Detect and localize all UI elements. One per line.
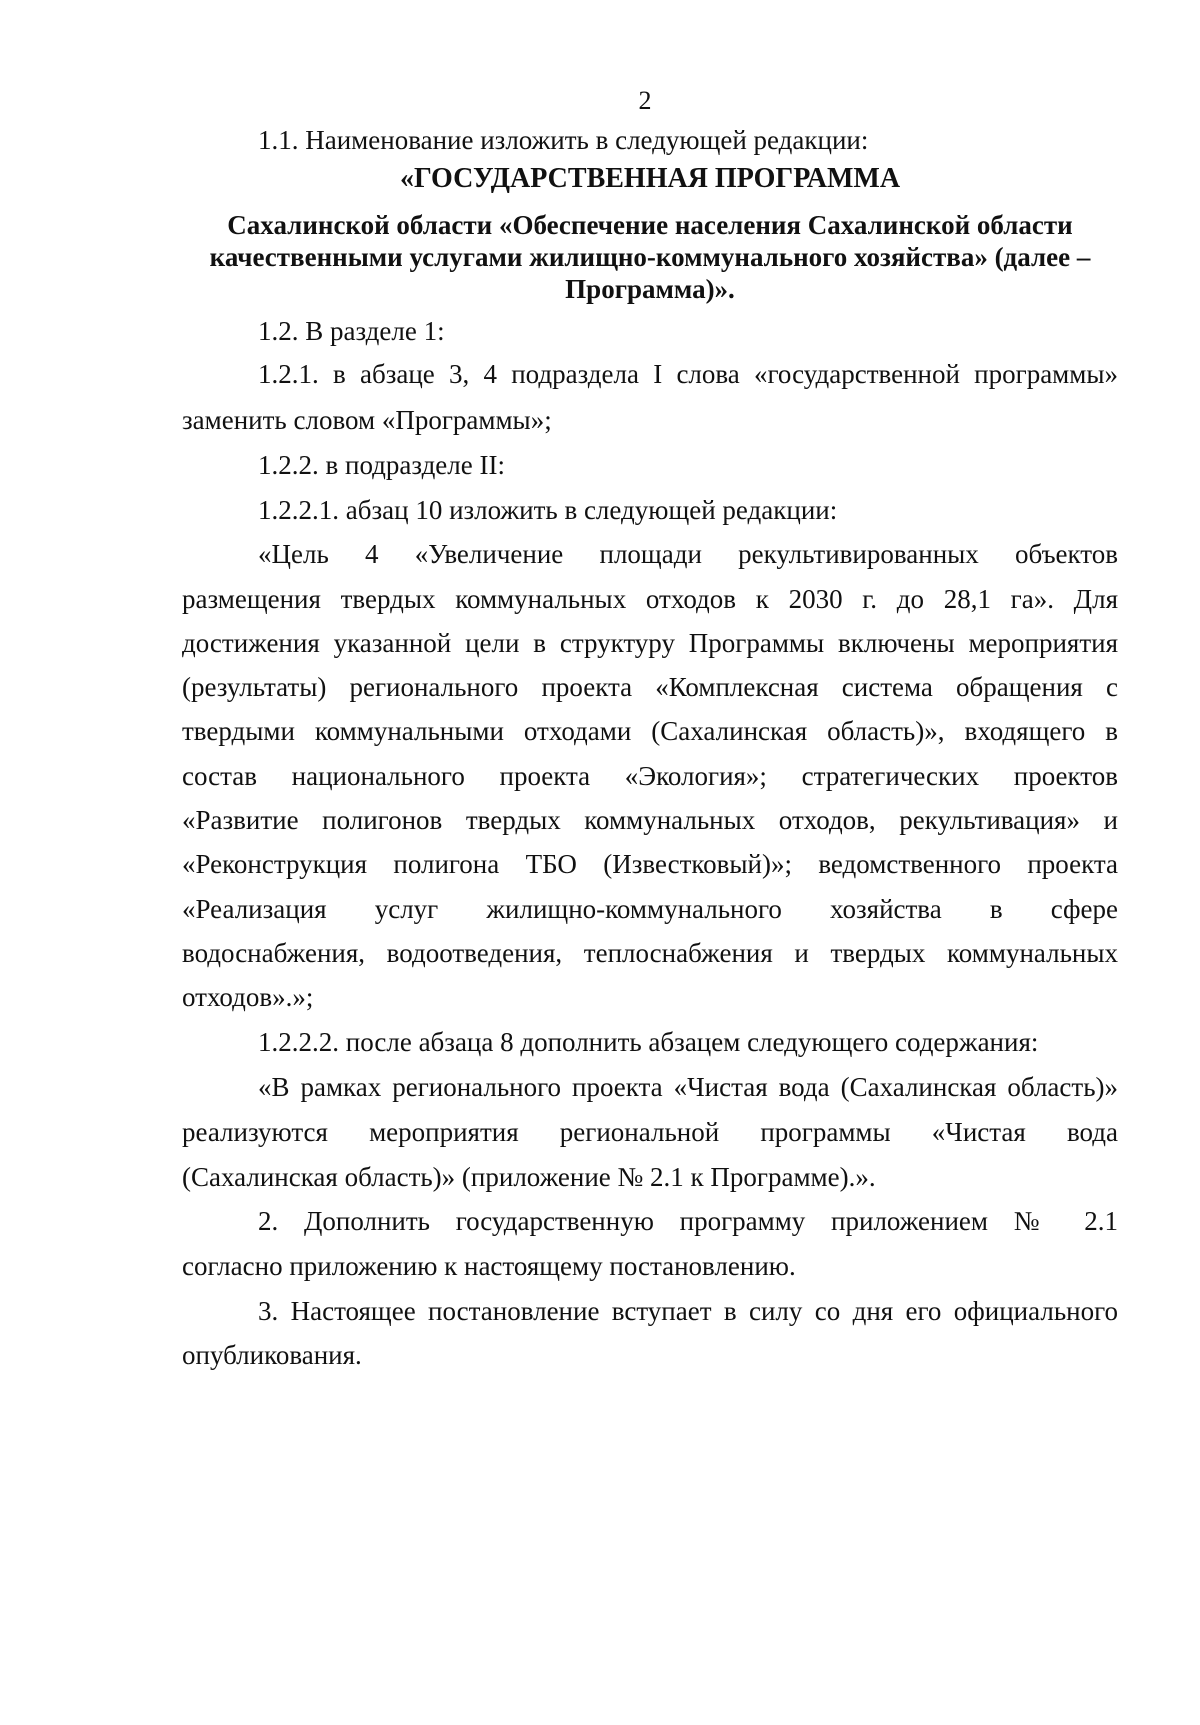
paragraph-1-2-1-line: 1.2.1. в абзаце 3, 4 подраздела I слова «государственной программы»	[258, 359, 1118, 389]
clean-water-paragraph-line: «В рамках регионального проекта «Чистая вода (Сахалинская область)»	[258, 1072, 1118, 1102]
program-subtitle-line-2: качественными услугами жилищно-коммунального хозяйства» (далее –	[209, 242, 1091, 272]
goal-paragraph-line: водоснабжения, водоотведения, теплоснабжения и твердых коммунальных	[182, 938, 1118, 968]
goal-paragraph-line: «Реализация услуг жилищно-коммунального хозяйства в сфере	[182, 894, 1118, 924]
paragraph-3-line: 3. Настоящее постановление вступает в силу со дня его официального	[258, 1296, 1118, 1326]
clean-water-paragraph-line: (Сахалинская область)» (приложение № 2.1 к Программе).».	[182, 1162, 876, 1192]
paragraph-1-2: 1.2. В разделе 1:	[258, 316, 445, 346]
goal-paragraph-line: размещения твердых коммунальных отходов к 2030 г. до 28,1 га». Для	[182, 584, 1118, 614]
goal-paragraph-line: отходов».»;	[182, 982, 314, 1012]
paragraph-1-2-2-1: 1.2.2.1. абзац 10 изложить в следующей редакции:	[258, 495, 838, 525]
clean-water-paragraph-line: реализуются мероприятия региональной программы «Чистая вода	[182, 1117, 1118, 1147]
goal-paragraph-line: «Реконструкция полигона ТБО (Известковый)»; ведомственного проекта	[182, 849, 1118, 879]
goal-paragraph-line: состав национального проекта «Экология»; стратегических проектов	[182, 761, 1118, 791]
paragraph-1-2-1-line: заменить словом «Программы»;	[182, 405, 552, 435]
goal-paragraph-line: (результаты) регионального проекта «Комплексная система обращения с	[182, 672, 1118, 702]
paragraph-1-1: 1.1. Наименование изложить в следующей редакции:	[258, 125, 869, 155]
goal-paragraph-line: достижения указанной цели в структуру Программы включены мероприятия	[182, 628, 1118, 658]
program-subtitle-line-1: Сахалинской области «Обеспечение населения Сахалинской области	[227, 210, 1073, 240]
program-subtitle-line-3: Программа)».	[565, 274, 735, 304]
paragraph-2-line: согласно приложению к настоящему постановлению.	[182, 1251, 796, 1281]
goal-paragraph-line: «Цель 4 «Увеличение площади рекультивированных объектов	[258, 539, 1118, 569]
goal-paragraph-line: «Развитие полигонов твердых коммунальных отходов, рекультивация» и	[182, 805, 1118, 835]
page-number: 2	[638, 86, 652, 115]
paragraph-2-line: 2. Дополнить государственную программу приложением № 2.1	[258, 1206, 1118, 1236]
program-title: «ГОСУДАРСТВЕННАЯ ПРОГРАММА	[399, 163, 901, 194]
paragraph-3-line: опубликования.	[182, 1340, 362, 1370]
paragraph-1-2-2-2: 1.2.2.2. после абзаца 8 дополнить абзацем следующего содержания:	[258, 1027, 1039, 1057]
paragraph-1-2-2: 1.2.2. в подразделе II:	[258, 450, 505, 480]
goal-paragraph-line: твердыми коммунальными отходами (Сахалинская область)», входящего в	[182, 716, 1118, 746]
